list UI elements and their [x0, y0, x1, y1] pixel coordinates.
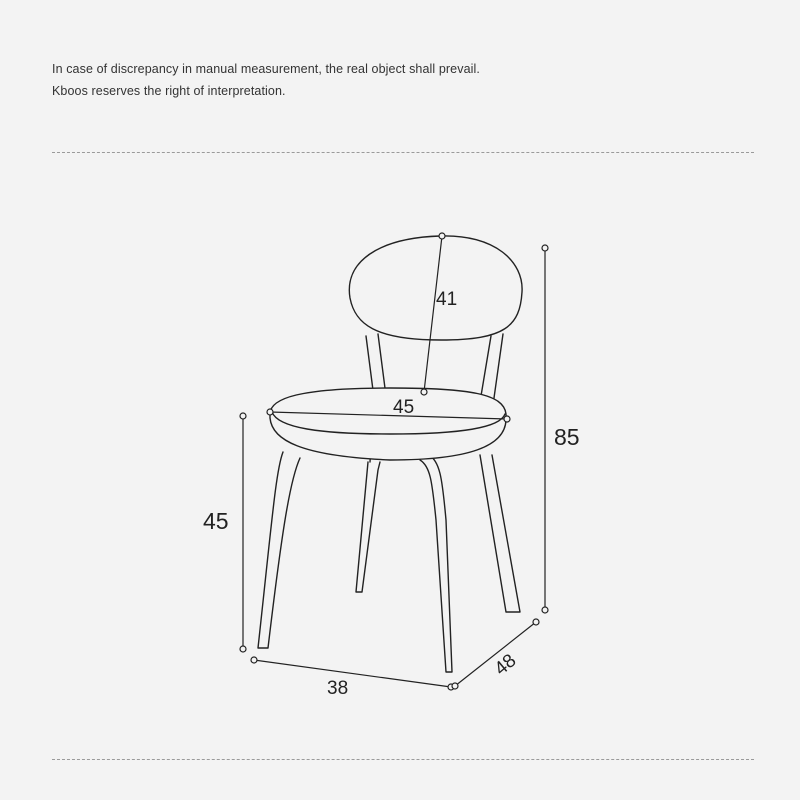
backrest-height-marker-bottom — [421, 389, 427, 395]
seat-height-label: 45 — [203, 508, 229, 534]
depth-label: 48 — [490, 650, 521, 680]
back-leg-right — [480, 455, 520, 612]
depth-marker-front — [452, 683, 458, 689]
backrest-support-right — [481, 334, 503, 398]
seat-height-marker-bottom — [240, 646, 246, 652]
chair-illustration — [258, 236, 522, 672]
front-leg-left — [258, 452, 300, 648]
base-width-line — [254, 660, 451, 687]
depth-marker-back — [533, 619, 539, 625]
seat-height-marker-top — [240, 413, 246, 419]
backrest-height-label: 41 — [436, 289, 458, 310]
base-width-label: 38 — [327, 678, 349, 699]
seat-width-label: 45 — [393, 397, 415, 418]
seat-width-marker-left — [267, 409, 273, 415]
total-height-marker-bottom — [542, 607, 548, 613]
disclaimer-line-2: Kboos reserves the right of interpretation. — [52, 84, 286, 98]
base-width-marker-left — [251, 657, 257, 663]
front-leg-right — [420, 454, 452, 672]
depth-line — [455, 622, 536, 686]
seat-width-marker-right — [504, 416, 510, 422]
backrest-height-marker-top — [439, 233, 445, 239]
seat-cushion — [270, 388, 506, 460]
total-height-marker-top — [542, 245, 548, 251]
total-height-label: 85 — [554, 424, 580, 450]
disclaimer-line-1: In case of discrepancy in manual measurement, the real object shall prevail. — [52, 62, 480, 76]
